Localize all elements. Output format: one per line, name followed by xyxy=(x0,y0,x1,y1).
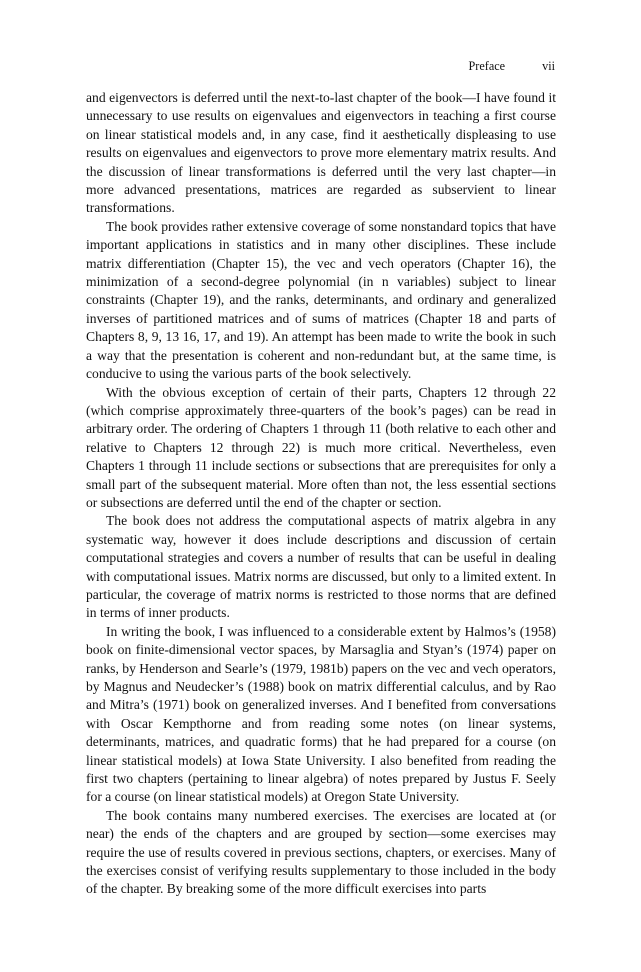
page-number: vii xyxy=(542,59,555,73)
running-head-section: Preface xyxy=(468,59,506,73)
paragraph: The book does not address the computational aspects of matrix algebra in any systematic way, however it does include descriptions and discussion of certain computational strategies and covers a number of results that can be useful in dealing with computational issues. Matrix norms are discussed, but only to a limited extent. In particular, the coverage of matrix norms is restricted to those norms that are defined in terms of inner products. xyxy=(86,513,556,621)
paragraph: The book provides rather extensive coverage of some nonstandard topics that have important applications in statistics and in many other disciplines. These include matrix differentiation (Chapter 15), the vec and vech operators (Chapter 16), the minimization of a second-degree polynomial (in n variables) subject to linear constraints (Chapter 19), and the ranks, determinants, and ordinary and generalized inverses of partitioned matrices and of sums of matrices (Chapter 18 and parts of Chapters 8, 9, 13 16, 17, and 19). An attempt has been made to write the book in such a way that the presentation is coherent and non-redundant but, at the same time, is conducive to using the various parts of the book selectively. xyxy=(86,218,556,382)
paragraph: and eigenvectors is deferred until the next-to-last chapter of the book—I have found it unnecessary to use results on eigenvalues and eigenvectors in teaching a first course on linear statistical models and, in any case, find it aesthetically displeasing to use results on eigenvalues and eigenvectors to prove more elementary matrix results. And the discussion of linear transformations is deferred until the very last chapter—in more advanced presentations, matrices are regarded as subservient to linear transformations. xyxy=(86,90,556,216)
paragraph: In writing the book, I was influenced to a considerable extent by Halmos’s (1958) book on finite-dimensional vector spaces, by Marsaglia and Styan’s (1974) paper on ranks, by Henderson and Searle’s (1979, 1981b) papers on the vec and vech operators, by Magnus and Neudecker’s (1988) book on matrix differential calculus, and by Rao and Mitra’s (1971) book on generalized inverses. And I benefited from conversations with Oscar Kempthorne and from reading some notes (on linear systems, determinants, matrices, and quadratic forms) that he had prepared for a course (on linear statistical models) at Iowa State University. I also benefited from reading the first two chapters (pertaining to linear algebra) of notes prepared by Justus F. Seely for a course (on linear statistical models) at Oregon State University. xyxy=(86,623,556,805)
paragraph: The book contains many numbered exercises. The exercises are located at (or near) the ends of the chapters and are grouped by section—some exercises may require the use of results covered in previous sections, chapters, or exercises. Many of the exercises consist of verifying results supplementary to those included in the body of the chapter. By breaking some of the more difficult exercises into parts xyxy=(86,807,556,897)
body-text xyxy=(86,89,556,899)
running-head xyxy=(469,58,555,74)
paragraph: With the obvious exception of certain of their parts, Chapters 12 through 22 (which comprise approximately three-quarters of the book’s pages) can be read in arbitrary order. The ordering of Chapters 1 through 11 (both relative to each other and relative to Chapters 12 through 22) is much more critical. Nevertheless, even Chapters 1 through 11 include sections or subsections that are prerequisites for only a small part of the subsequent material. More often than not, the less essential sections or subsections are deferred until the end of the chapter or section. xyxy=(86,384,556,510)
